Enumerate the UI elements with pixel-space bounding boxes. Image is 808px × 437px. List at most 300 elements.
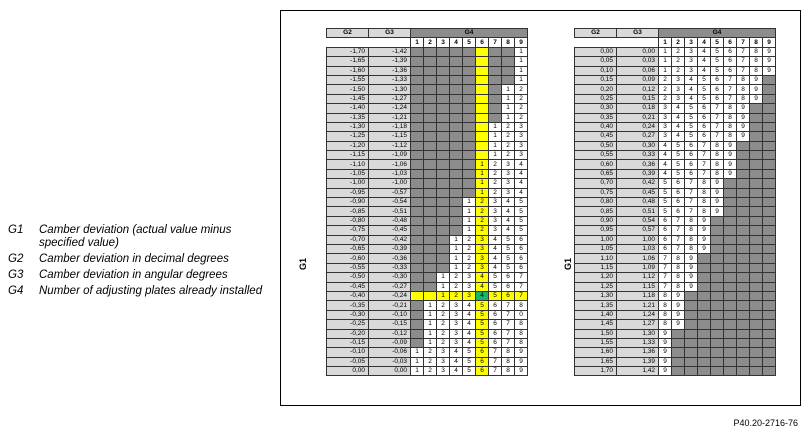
g3-value: 0,36 bbox=[617, 160, 659, 169]
plate-cell: 6 bbox=[476, 348, 489, 357]
plate-cell-shaded bbox=[698, 291, 711, 300]
plate-cell-shaded bbox=[763, 320, 776, 329]
g3-value: 1,21 bbox=[617, 301, 659, 310]
plate-cell: 9 bbox=[737, 122, 750, 131]
plate-cell-shaded bbox=[450, 104, 463, 113]
plate-cell-shaded bbox=[424, 122, 437, 131]
g3-value: -0,30 bbox=[369, 273, 411, 282]
plate-cell: 3 bbox=[463, 273, 476, 282]
g2-value: 0,55 bbox=[575, 151, 617, 160]
plate-cell-shaded bbox=[750, 291, 763, 300]
g2-value: -0,85 bbox=[327, 207, 369, 216]
plate-cell: 1 bbox=[463, 216, 476, 225]
g3-value: 1,27 bbox=[617, 320, 659, 329]
g3-value: -0,10 bbox=[369, 310, 411, 319]
plate-cell: 5 bbox=[672, 169, 685, 178]
g2-value: 1,40 bbox=[575, 310, 617, 319]
plate-cell: 2 bbox=[476, 226, 489, 235]
plate-cell-shaded bbox=[698, 310, 711, 319]
plate-cell-shaded bbox=[724, 207, 737, 216]
plate-cell: 3 bbox=[502, 179, 515, 188]
plate-cell: 6 bbox=[698, 113, 711, 122]
plate-cell-shaded bbox=[750, 357, 763, 366]
plate-cell-shaded bbox=[489, 66, 502, 75]
plate-cell-shaded bbox=[437, 94, 450, 103]
plate-cell-shaded bbox=[698, 301, 711, 310]
plate-cell: 8 bbox=[711, 141, 724, 150]
plate-cell: 6 bbox=[672, 179, 685, 188]
plate-cell: 5 bbox=[515, 198, 528, 207]
plate-cell: 8 bbox=[659, 310, 672, 319]
plate-cell-shaded bbox=[724, 282, 737, 291]
plate-cell-shaded bbox=[724, 254, 737, 263]
plate-cell-shaded bbox=[476, 57, 489, 66]
plate-cell-shaded bbox=[750, 216, 763, 225]
plate-cell: 7 bbox=[502, 329, 515, 338]
plate-cell-shaded bbox=[411, 47, 424, 56]
table-row bbox=[327, 338, 528, 347]
g2-value: 1,25 bbox=[575, 282, 617, 291]
g2-value: 1,45 bbox=[575, 320, 617, 329]
plate-cell-shaded bbox=[437, 198, 450, 207]
g2-value: 1,20 bbox=[575, 273, 617, 282]
plate-cell: 4 bbox=[515, 179, 528, 188]
plate-cell-shaded bbox=[737, 367, 750, 376]
plate-cell: 4 bbox=[659, 169, 672, 178]
plate-cell-shaded bbox=[489, 75, 502, 84]
plate-cell: 4 bbox=[515, 169, 528, 178]
table-row bbox=[575, 226, 776, 235]
plate-cell: 4 bbox=[476, 291, 489, 300]
table-row bbox=[575, 179, 776, 188]
legend-text: Camber deviation in angular degrees bbox=[39, 269, 228, 281]
plate-cell: 7 bbox=[698, 151, 711, 160]
plate-cell: 3 bbox=[502, 169, 515, 178]
plate-cell-shaded bbox=[463, 151, 476, 160]
table-row bbox=[327, 357, 528, 366]
plate-cell: 5 bbox=[685, 132, 698, 141]
plate-cell: 3 bbox=[659, 122, 672, 131]
plate-cell: 7 bbox=[737, 57, 750, 66]
plate-cell-shaded bbox=[698, 263, 711, 272]
g2-value: -1,55 bbox=[327, 75, 369, 84]
plate-cell-shaded bbox=[685, 367, 698, 376]
plate-cell-shaded bbox=[463, 94, 476, 103]
plate-cell: 3 bbox=[437, 357, 450, 366]
plate-cell-shaded bbox=[711, 367, 724, 376]
table-row bbox=[327, 216, 528, 225]
plate-cell-shaded bbox=[711, 235, 724, 244]
plate-cell-shaded bbox=[476, 104, 489, 113]
g3-value: 0,33 bbox=[617, 151, 659, 160]
g2-value: 0,60 bbox=[575, 160, 617, 169]
plate-cell-shaded bbox=[737, 329, 750, 338]
plate-cell-shaded bbox=[724, 357, 737, 366]
plate-cell: 9 bbox=[724, 151, 737, 160]
plate-cell-shaded bbox=[437, 160, 450, 169]
g3-value: 1,15 bbox=[617, 282, 659, 291]
plate-cell-shaded bbox=[737, 320, 750, 329]
g2-value: -0,50 bbox=[327, 273, 369, 282]
plate-cell: 6 bbox=[515, 244, 528, 253]
plate-cell-shaded bbox=[737, 263, 750, 272]
plate-cell: 7 bbox=[724, 94, 737, 103]
plate-cell-shaded bbox=[424, 66, 437, 75]
plate-cell: 1 bbox=[659, 57, 672, 66]
g3-value: -0,39 bbox=[369, 244, 411, 253]
plate-cell-shaded bbox=[737, 141, 750, 150]
plate-cell: 4 bbox=[463, 320, 476, 329]
plate-cell-shaded bbox=[411, 85, 424, 94]
legend-code: G4 bbox=[8, 285, 24, 297]
plate-cell: 1 bbox=[476, 188, 489, 197]
plate-cell: 3 bbox=[489, 226, 502, 235]
legend-code: G2 bbox=[8, 253, 24, 265]
g2-value: -0,10 bbox=[327, 348, 369, 357]
table-row bbox=[327, 94, 528, 103]
table-row bbox=[327, 57, 528, 66]
plate-cell: 5 bbox=[672, 141, 685, 150]
g2-value: 1,65 bbox=[575, 357, 617, 366]
table-row bbox=[575, 113, 776, 122]
legend-code: G1 bbox=[8, 224, 24, 236]
plate-cell-shaded bbox=[437, 122, 450, 131]
plate-cell-shaded bbox=[411, 188, 424, 197]
g2-value: 0,00 bbox=[327, 367, 369, 376]
plate-cell-shaded bbox=[698, 320, 711, 329]
table-row bbox=[327, 301, 528, 310]
plate-cell-shaded bbox=[763, 310, 776, 319]
plate-cell-shaded bbox=[411, 282, 424, 291]
header-spacer bbox=[575, 38, 617, 47]
g2-value: -0,55 bbox=[327, 263, 369, 272]
column-header-g2: G2 bbox=[575, 29, 617, 38]
g2-value: 0,35 bbox=[575, 113, 617, 122]
table-row bbox=[327, 198, 528, 207]
plate-cell-shaded bbox=[750, 367, 763, 376]
g2-value: -0,80 bbox=[327, 216, 369, 225]
plate-cell: 8 bbox=[672, 282, 685, 291]
plate-cell: 9 bbox=[711, 188, 724, 197]
plate-cell-shaded bbox=[489, 94, 502, 103]
plate-cell: 3 bbox=[685, 57, 698, 66]
g3-value: 1,30 bbox=[617, 329, 659, 338]
plate-cell: 4 bbox=[463, 310, 476, 319]
plate-cell: 0 bbox=[515, 310, 528, 319]
plate-cell: 3 bbox=[515, 141, 528, 150]
plate-number-header: 7 bbox=[489, 38, 502, 47]
plate-cell-shaded bbox=[450, 47, 463, 56]
g2-value: -0,45 bbox=[327, 282, 369, 291]
plate-cell-shaded bbox=[750, 235, 763, 244]
g3-value: -1,06 bbox=[369, 160, 411, 169]
plate-cell-shaded bbox=[724, 235, 737, 244]
plate-cell: 8 bbox=[698, 179, 711, 188]
plate-cell: 4 bbox=[659, 160, 672, 169]
plate-cell: 3 bbox=[450, 310, 463, 319]
g3-value: 0,00 bbox=[617, 47, 659, 56]
plate-cell-shaded bbox=[437, 151, 450, 160]
plate-cell: 8 bbox=[685, 235, 698, 244]
g3-value: 0,15 bbox=[617, 94, 659, 103]
g2-value: 1,60 bbox=[575, 348, 617, 357]
plate-cell-shaded bbox=[750, 141, 763, 150]
plate-cell: 5 bbox=[672, 151, 685, 160]
plate-cell-shaded bbox=[424, 282, 437, 291]
plate-cell: 9 bbox=[737, 104, 750, 113]
plate-cell-shaded bbox=[698, 273, 711, 282]
plate-cell-shaded bbox=[437, 141, 450, 150]
plate-cell-shaded bbox=[711, 254, 724, 263]
plate-cell-shaded bbox=[750, 160, 763, 169]
plate-cell-shaded bbox=[711, 226, 724, 235]
plate-cell-shaded bbox=[476, 122, 489, 131]
plate-cell: 5 bbox=[489, 291, 502, 300]
g2-value: 0,95 bbox=[575, 226, 617, 235]
plate-cell-shaded bbox=[711, 310, 724, 319]
plate-number-header: 8 bbox=[502, 38, 515, 47]
table-row bbox=[327, 263, 528, 272]
g2-value: -1,15 bbox=[327, 151, 369, 160]
g2-value: 0,10 bbox=[575, 66, 617, 75]
plate-cell: 7 bbox=[659, 263, 672, 272]
plate-cell: 2 bbox=[450, 273, 463, 282]
plate-cell-shaded bbox=[437, 207, 450, 216]
plate-cell: 8 bbox=[672, 254, 685, 263]
table-row bbox=[575, 75, 776, 84]
plate-cell: 1 bbox=[489, 122, 502, 131]
plate-cell-shaded bbox=[685, 301, 698, 310]
table-row bbox=[575, 320, 776, 329]
plate-cell-shaded bbox=[437, 169, 450, 178]
plate-cell: 8 bbox=[737, 75, 750, 84]
plate-cell: 4 bbox=[450, 367, 463, 376]
plate-cell-shaded bbox=[437, 244, 450, 253]
plate-cell-shaded bbox=[437, 47, 450, 56]
plate-cell: 4 bbox=[685, 85, 698, 94]
plate-cell: 4 bbox=[489, 244, 502, 253]
plate-cell-shaded bbox=[763, 244, 776, 253]
table-row bbox=[575, 104, 776, 113]
table-row bbox=[575, 122, 776, 131]
plate-cell: 4 bbox=[463, 329, 476, 338]
plate-cell: 8 bbox=[737, 94, 750, 103]
plate-cell-shaded bbox=[698, 282, 711, 291]
plate-cell-shaded bbox=[424, 57, 437, 66]
plate-cell-shaded bbox=[763, 94, 776, 103]
plate-cell: 8 bbox=[659, 291, 672, 300]
plate-cell-shaded bbox=[411, 198, 424, 207]
plate-cell: 1 bbox=[450, 254, 463, 263]
plate-cell-shaded bbox=[763, 141, 776, 150]
plate-cell-shaded bbox=[698, 338, 711, 347]
plate-cell: 1 bbox=[659, 47, 672, 56]
plate-cell: 3 bbox=[515, 122, 528, 131]
table-row bbox=[575, 244, 776, 253]
plate-cell: 8 bbox=[502, 348, 515, 357]
plate-cell: 1 bbox=[476, 179, 489, 188]
g3-value: -0,57 bbox=[369, 188, 411, 197]
plate-number-header: 4 bbox=[450, 38, 463, 47]
plate-cell-shaded bbox=[450, 216, 463, 225]
g3-value: 0,09 bbox=[617, 75, 659, 84]
plate-cell: 3 bbox=[672, 75, 685, 84]
g2-value: 0,40 bbox=[575, 122, 617, 131]
g2-value: -0,95 bbox=[327, 188, 369, 197]
table-row bbox=[327, 329, 528, 338]
plate-cell-shaded bbox=[711, 329, 724, 338]
plate-cell: 5 bbox=[698, 94, 711, 103]
legend-text: Camber deviation in decimal degrees bbox=[39, 253, 229, 265]
plate-cell: 1 bbox=[463, 207, 476, 216]
figure-reference: P40.20-2716-76 bbox=[733, 418, 798, 428]
plate-cell-shaded bbox=[763, 301, 776, 310]
plate-cell-shaded bbox=[750, 338, 763, 347]
plate-cell: 4 bbox=[489, 235, 502, 244]
plate-cell: 9 bbox=[672, 310, 685, 319]
plate-cell: 7 bbox=[672, 226, 685, 235]
table-row bbox=[327, 122, 528, 131]
plate-cell: 5 bbox=[476, 320, 489, 329]
header-row bbox=[327, 29, 528, 38]
plate-cell-shaded bbox=[450, 207, 463, 216]
plate-cell-shaded bbox=[411, 273, 424, 282]
plate-cell-shaded bbox=[724, 329, 737, 338]
plate-number-header: 8 bbox=[750, 38, 763, 47]
g2-value: -1,65 bbox=[327, 57, 369, 66]
plate-cell-shaded bbox=[424, 75, 437, 84]
plate-cell: 3 bbox=[502, 160, 515, 169]
plate-cell: 4 bbox=[515, 188, 528, 197]
plate-cell-shaded bbox=[463, 179, 476, 188]
plate-cell: 9 bbox=[724, 160, 737, 169]
plate-cell-shaded bbox=[763, 357, 776, 366]
plate-cell: 2 bbox=[463, 263, 476, 272]
plate-cell: 6 bbox=[685, 151, 698, 160]
g3-value: -1,15 bbox=[369, 132, 411, 141]
plate-cell: 2 bbox=[515, 104, 528, 113]
plate-cell-shaded bbox=[685, 357, 698, 366]
table-row bbox=[575, 198, 776, 207]
plate-number-header: 3 bbox=[685, 38, 698, 47]
g2-value: 0,75 bbox=[575, 188, 617, 197]
g3-value: -1,36 bbox=[369, 66, 411, 75]
g2-value: -1,00 bbox=[327, 179, 369, 188]
plate-cell-shaded bbox=[424, 244, 437, 253]
plate-cell-shaded bbox=[463, 85, 476, 94]
plate-number-header: 5 bbox=[463, 38, 476, 47]
plate-cell: 4 bbox=[698, 57, 711, 66]
table-row bbox=[575, 216, 776, 225]
g3-value: -0,42 bbox=[369, 235, 411, 244]
g2-value: 1,15 bbox=[575, 263, 617, 272]
g3-value: -1,03 bbox=[369, 169, 411, 178]
g2-value: 0,25 bbox=[575, 94, 617, 103]
plate-cell-shaded bbox=[411, 338, 424, 347]
plate-cell-shaded bbox=[463, 104, 476, 113]
table-row bbox=[327, 160, 528, 169]
plate-cell-shaded bbox=[750, 207, 763, 216]
g2-value: -0,90 bbox=[327, 198, 369, 207]
g2-value: -0,05 bbox=[327, 357, 369, 366]
plate-cell: 1 bbox=[489, 141, 502, 150]
table-row bbox=[575, 47, 776, 56]
plate-cell: 7 bbox=[659, 273, 672, 282]
plate-cell-shaded bbox=[672, 329, 685, 338]
g3-value: 0,18 bbox=[617, 104, 659, 113]
g2-value: 1,00 bbox=[575, 235, 617, 244]
plate-cell-shaded bbox=[737, 198, 750, 207]
plate-cell: 2 bbox=[659, 75, 672, 84]
plate-cell-shaded bbox=[411, 254, 424, 263]
plate-cell-shaded bbox=[437, 235, 450, 244]
plate-cell: 5 bbox=[659, 207, 672, 216]
plate-cell-shaded bbox=[724, 244, 737, 253]
plate-cell-shaded bbox=[763, 122, 776, 131]
plate-cell-shaded bbox=[737, 179, 750, 188]
plate-cell: 8 bbox=[724, 104, 737, 113]
plate-cell: 1 bbox=[476, 160, 489, 169]
plate-cell: 1 bbox=[502, 94, 515, 103]
plate-cell: 4 bbox=[476, 282, 489, 291]
plate-cell-shaded bbox=[411, 66, 424, 75]
g2-value: 1,35 bbox=[575, 301, 617, 310]
plate-cell: 9 bbox=[672, 301, 685, 310]
plate-cell-shaded bbox=[489, 113, 502, 122]
plate-cell-shaded bbox=[724, 226, 737, 235]
g2-value: -0,30 bbox=[327, 310, 369, 319]
plate-cell: 1 bbox=[424, 310, 437, 319]
plate-cell: 5 bbox=[711, 57, 724, 66]
plate-cell: 5 bbox=[502, 235, 515, 244]
plate-cell-shaded bbox=[763, 132, 776, 141]
plate-cell: 9 bbox=[685, 263, 698, 272]
plate-cell: 5 bbox=[672, 160, 685, 169]
plate-cell: 5 bbox=[502, 263, 515, 272]
plate-cell-shaded bbox=[411, 329, 424, 338]
g3-value: 0,24 bbox=[617, 122, 659, 131]
plate-cell-shaded bbox=[424, 169, 437, 178]
plate-cell: 9 bbox=[711, 207, 724, 216]
plate-cell-shaded bbox=[724, 301, 737, 310]
plate-cell-shaded bbox=[737, 273, 750, 282]
plate-cell: 3 bbox=[450, 320, 463, 329]
plate-cell: 8 bbox=[737, 85, 750, 94]
g2-value: 1,05 bbox=[575, 244, 617, 253]
plate-cell-shaded bbox=[711, 357, 724, 366]
g2-value: -1,70 bbox=[327, 47, 369, 56]
plate-cell: 1 bbox=[463, 198, 476, 207]
plate-cell-shaded bbox=[737, 301, 750, 310]
plate-cell: 9 bbox=[711, 198, 724, 207]
plate-cell: 4 bbox=[450, 348, 463, 357]
plate-cell: 2 bbox=[672, 66, 685, 75]
plate-cell: 3 bbox=[463, 291, 476, 300]
plate-cell: 8 bbox=[724, 113, 737, 122]
plate-cell-shaded bbox=[724, 188, 737, 197]
plate-cell: 2 bbox=[437, 329, 450, 338]
plate-cell: 8 bbox=[685, 216, 698, 225]
plate-number-header: 2 bbox=[672, 38, 685, 47]
plate-cell: 5 bbox=[685, 122, 698, 131]
legend-item-g1 bbox=[8, 224, 270, 250]
plate-cell: 2 bbox=[463, 254, 476, 263]
plate-cell-shaded bbox=[737, 254, 750, 263]
header-row bbox=[575, 29, 776, 38]
plate-cell: 9 bbox=[659, 338, 672, 347]
plate-cell: 7 bbox=[685, 179, 698, 188]
plate-cell: 6 bbox=[489, 338, 502, 347]
